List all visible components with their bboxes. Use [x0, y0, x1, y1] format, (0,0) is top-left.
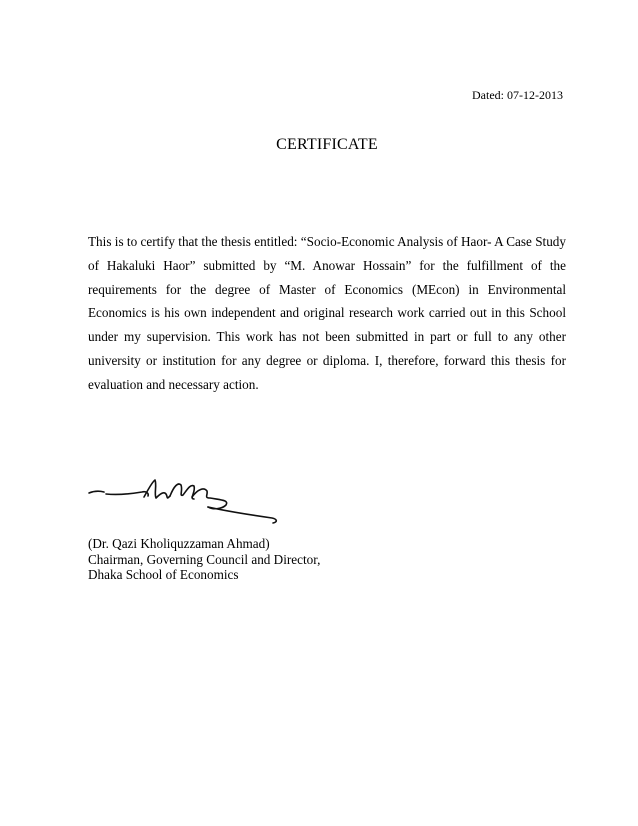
certificate-body: This is to certify that the thesis entitled: “Socio-Economic Analysis of Haor- A Case Study of Hakaluki Haor” submitted by “M. Anowar Hossain” for the fulfillment of the requirements for the degree of Master of Economics (MEcon) in Environmental Economics is his own independent and original research work carried out in this School under my supervision. This work has not been submitted in part or full to any other university or institution for any degree or diploma. I, therefore, forward this thesis for evaluation and necessary action. — [88, 234, 566, 392]
signer-organization: Dhaka School of Economics — [88, 567, 239, 582]
signer-position: Chairman, Governing Council and Director, — [88, 551, 321, 567]
handwritten-signature — [86, 470, 296, 532]
signer-name: (Dr. Qazi Kholiquzzaman Ahmad) — [88, 536, 270, 551]
certificate-date: Dated: 07-12-2013 — [472, 88, 563, 102]
certificate-title: CERTIFICATE — [276, 136, 378, 153]
signer-block — [88, 536, 320, 583]
